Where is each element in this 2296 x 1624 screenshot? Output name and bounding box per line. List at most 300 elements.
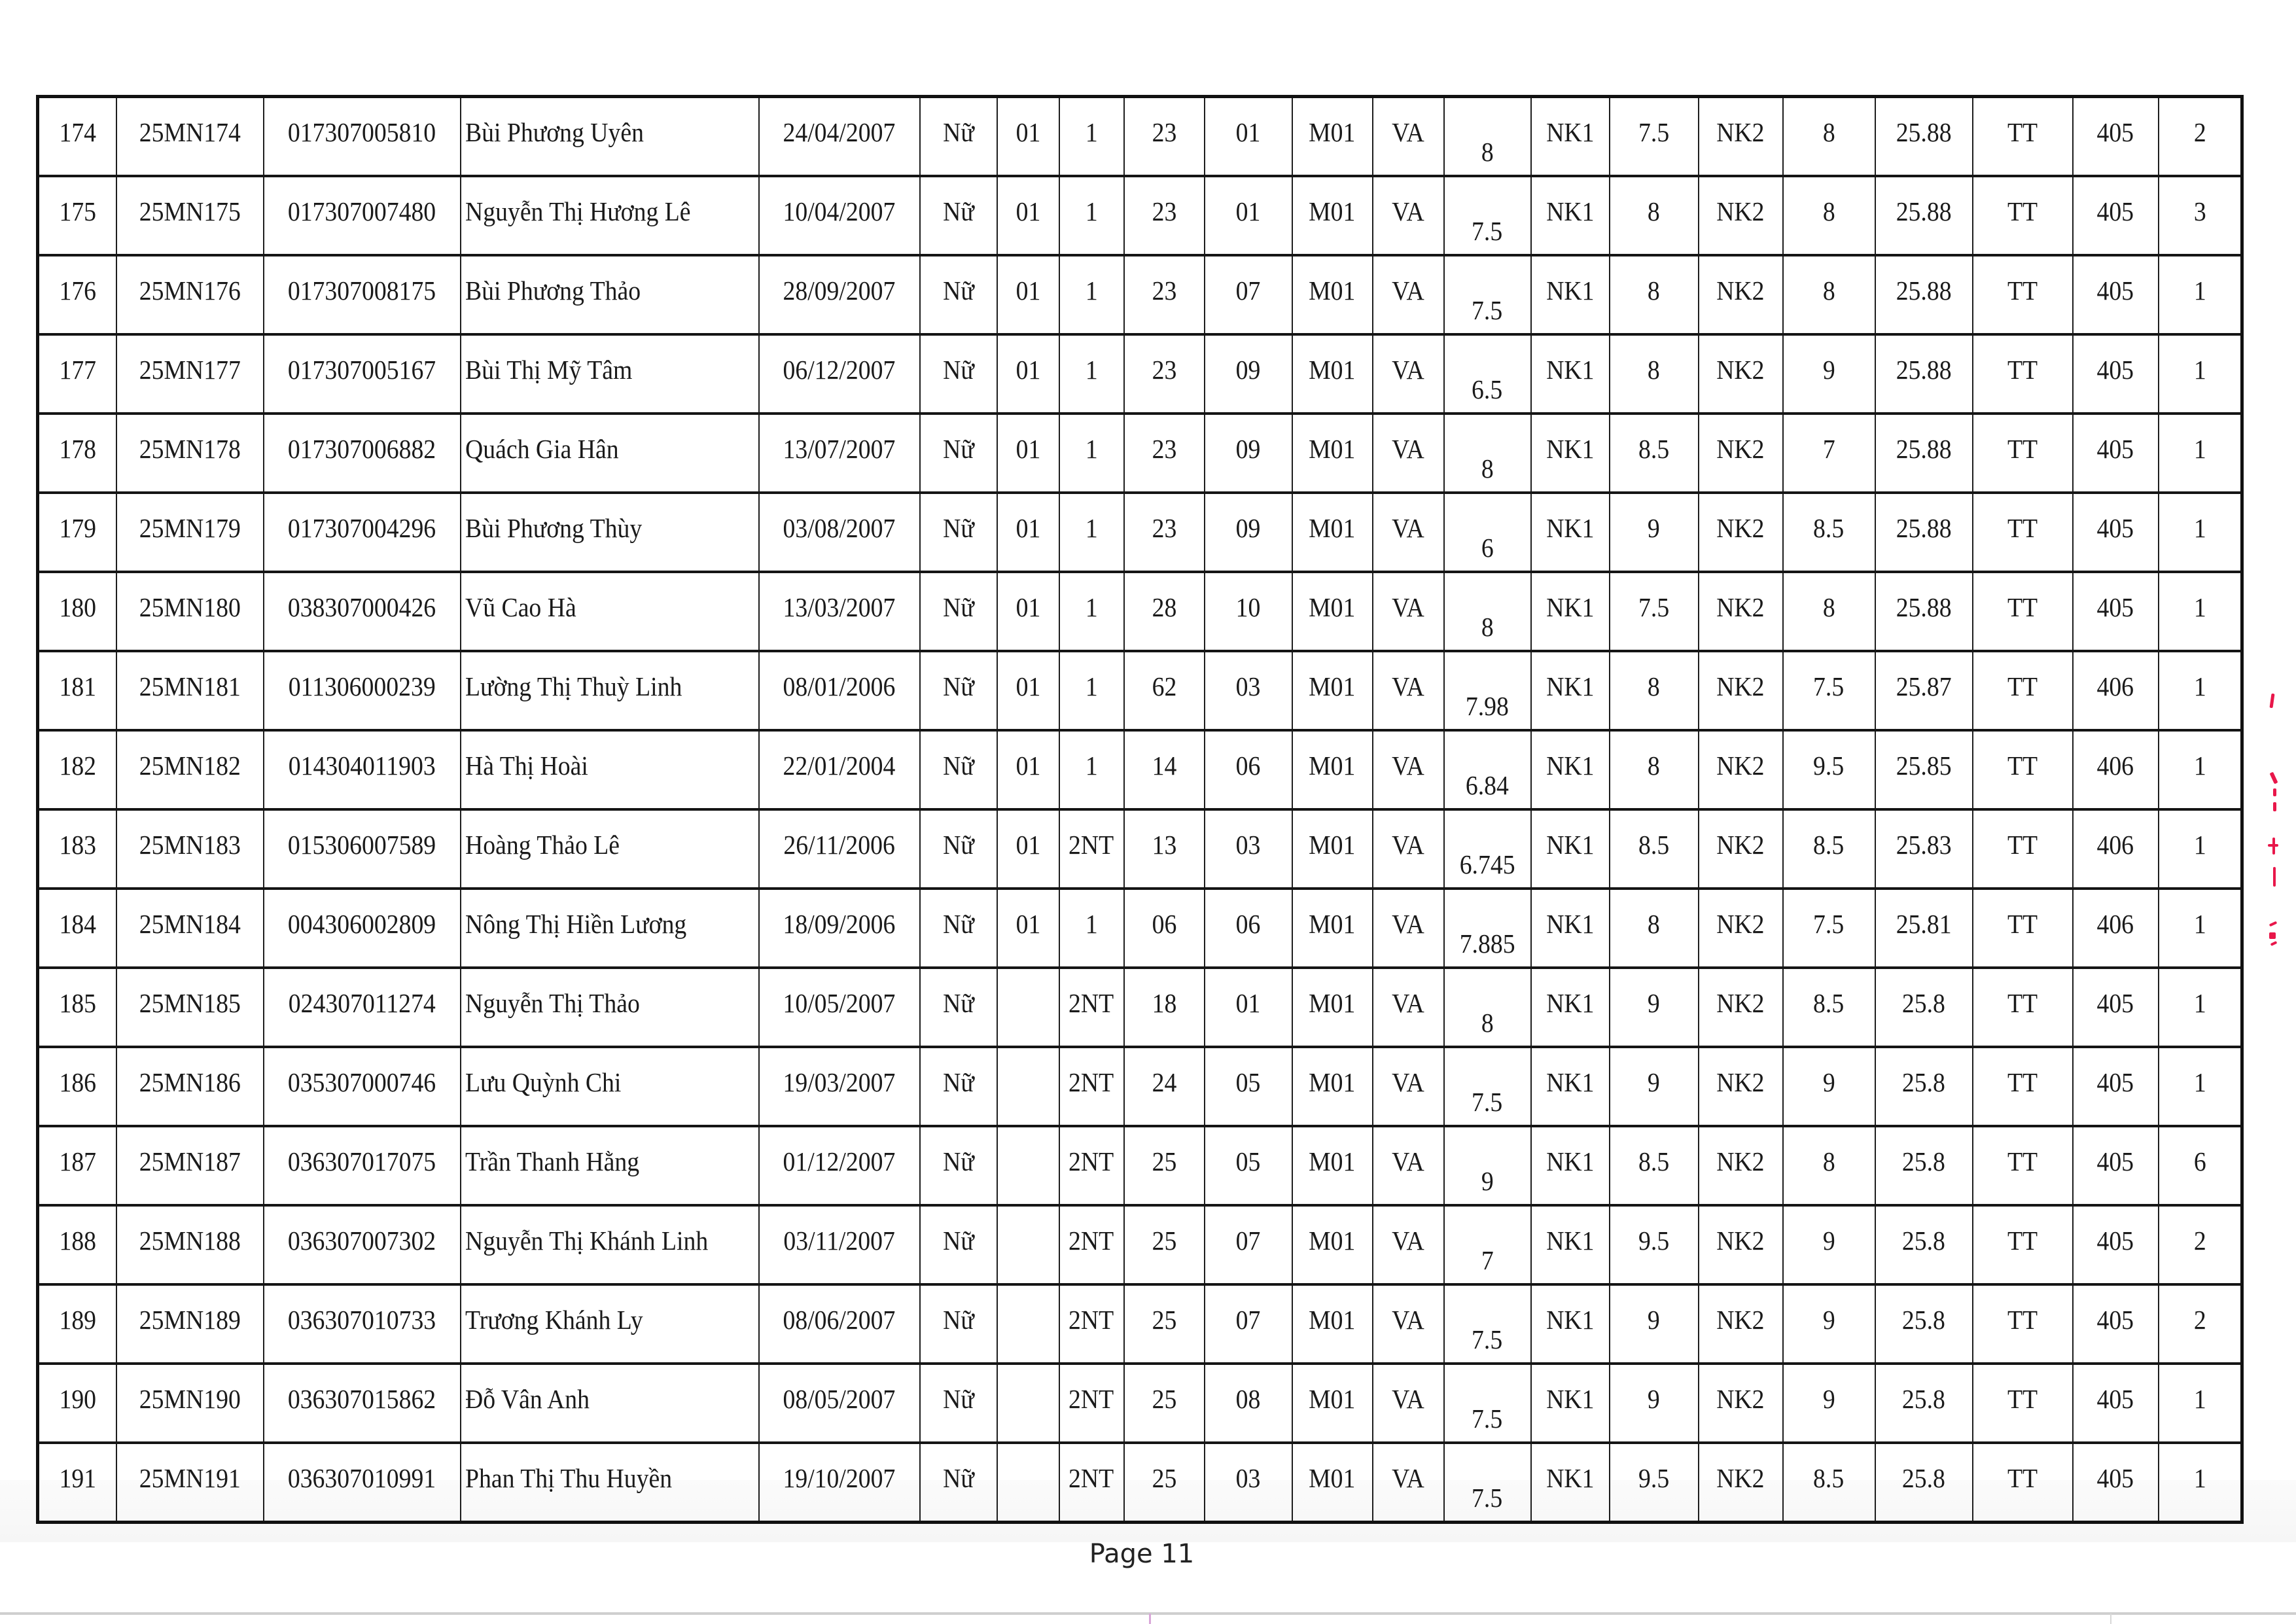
cell-value: M01 (1309, 513, 1356, 543)
cell-stt (38, 334, 116, 414)
cell-mon1 (1373, 493, 1444, 572)
table-row (38, 968, 2242, 1047)
cell-value: 7.5 (1472, 1087, 1503, 1117)
table-row (38, 572, 2242, 651)
cell-tinh (1124, 651, 1205, 730)
cell-value: M01 (1309, 1463, 1356, 1493)
cell-ngay-sinh (759, 1284, 920, 1364)
cell-value: 9.5 (1813, 750, 1845, 781)
cell-tong-diem (1875, 651, 1973, 730)
cell-value: 8.5 (1813, 1463, 1845, 1493)
cell-mon1 (1373, 1443, 1444, 1523)
cell-diem1 (1444, 1205, 1531, 1284)
table-row (38, 334, 2242, 414)
cell-value: NK1 (1545, 592, 1595, 622)
cell-value: VA (1392, 671, 1424, 701)
cell-value: Nữ (942, 513, 974, 543)
cell-value: 7.5 (1472, 295, 1503, 325)
cell-value: VA (1392, 117, 1424, 147)
cell-stt (38, 1047, 116, 1126)
cell-value: 3 (2193, 196, 2206, 226)
cell-value: Hoàng Thảo Lê (465, 830, 620, 860)
cell-value: 62 (1152, 671, 1176, 701)
cell-value: Bùi Phương Thảo (465, 275, 641, 306)
cell-value: NK2 (1716, 196, 1765, 226)
cell-doi-tuong (997, 1364, 1059, 1443)
cell-value: 1 (1085, 117, 1098, 147)
cell-value: 180 (58, 592, 96, 622)
cell-stt (38, 572, 116, 651)
cell-stt (38, 1205, 116, 1284)
cell-value: Nữ (942, 592, 974, 622)
cell-value: 9.5 (1638, 1226, 1670, 1256)
cell-value: 25MN187 (139, 1146, 241, 1176)
cell-value: 185 (58, 988, 96, 1018)
cell-value: 09 (1235, 434, 1261, 464)
cell-mon3 (1699, 1047, 1783, 1126)
table-row (38, 651, 2242, 730)
cell-value: 1 (2193, 671, 2206, 701)
cell-value: NK2 (1716, 513, 1765, 543)
cell-value: Nữ (942, 1463, 974, 1493)
cell-value: 8 (1648, 671, 1660, 701)
cell-diem2 (1610, 572, 1699, 651)
cell-value: 176 (58, 275, 96, 306)
cell-value: 8 (1648, 275, 1660, 306)
cell-mon3 (1699, 1443, 1783, 1523)
cell-cccd (264, 176, 461, 255)
cell-value: 01 (1016, 671, 1040, 701)
cell-ma-nganh (2073, 1205, 2159, 1284)
cell-value: 01 (1016, 513, 1040, 543)
cell-value: 405 (2096, 1226, 2134, 1256)
cell-value: 182 (58, 750, 96, 781)
cell-khu-vuc (1059, 1205, 1124, 1284)
cell-trang-thai (1973, 889, 2073, 968)
cell-nguyen-vong (2159, 493, 2242, 572)
cell-ngay-sinh (759, 1205, 920, 1284)
cell-value: 8 (1481, 137, 1494, 167)
table-row (38, 809, 2242, 889)
cell-truong (1205, 968, 1292, 1047)
cell-value: 406 (2096, 671, 2134, 701)
cell-doi-tuong (997, 651, 1059, 730)
cell-ma-ho-so (116, 176, 264, 255)
cell-value: 179 (58, 513, 96, 543)
cell-value: M01 (1309, 909, 1356, 939)
cell-value: 25.88 (1896, 117, 1952, 147)
cell-value: 9 (1648, 1384, 1660, 1414)
cell-mon1 (1373, 572, 1444, 651)
cell-mon2 (1531, 1126, 1610, 1205)
cell-value: 1 (1085, 513, 1098, 543)
cell-ho-ten (461, 1205, 759, 1284)
cell-diem3 (1783, 730, 1875, 809)
cell-diem1 (1444, 334, 1531, 414)
cell-value: VA (1392, 1463, 1424, 1493)
cell-stt (38, 651, 116, 730)
cell-mon2 (1531, 493, 1610, 572)
cell-value: 405 (2096, 1384, 2134, 1414)
cell-cccd (264, 1443, 461, 1523)
cell-tinh (1124, 493, 1205, 572)
cell-value: 8 (1822, 1146, 1835, 1176)
cell-mon1 (1373, 255, 1444, 334)
cell-value: 405 (2096, 988, 2134, 1018)
cell-value: 186 (58, 1067, 96, 1097)
table-row (38, 889, 2242, 968)
cell-tinh (1124, 414, 1205, 493)
cell-value: 189 (58, 1305, 96, 1335)
cell-diem3 (1783, 1443, 1875, 1523)
cell-value: 014304011903 (288, 750, 436, 781)
cell-value: Lưu Quỳnh Chi (465, 1067, 621, 1097)
cell-tong-diem (1875, 1047, 1973, 1126)
cell-truong (1205, 889, 1292, 968)
cell-value: 10/05/2007 (783, 988, 896, 1018)
cell-stt (38, 1126, 116, 1205)
cell-value: 405 (2096, 1305, 2134, 1335)
cell-value: NK2 (1716, 909, 1765, 939)
cell-value: 23 (1152, 275, 1176, 306)
cell-truong (1205, 97, 1292, 177)
cell-nguyen-vong (2159, 572, 2242, 651)
cell-value: NK2 (1716, 275, 1765, 306)
cell-mon3 (1699, 255, 1783, 334)
cell-gioi-tinh (920, 1205, 997, 1284)
cell-value: Nữ (942, 434, 974, 464)
cell-mon1 (1373, 889, 1444, 968)
cell-trang-thai (1973, 1126, 2073, 1205)
cell-to-hop (1292, 1047, 1373, 1126)
cell-cccd (264, 809, 461, 889)
table-row (38, 730, 2242, 809)
cell-value: 09 (1235, 513, 1261, 543)
cell-gioi-tinh (920, 651, 997, 730)
cell-value: 23 (1152, 355, 1176, 385)
cell-value: 8 (1648, 909, 1660, 939)
cell-tinh (1124, 809, 1205, 889)
cell-khu-vuc (1059, 334, 1124, 414)
cell-gioi-tinh (920, 809, 997, 889)
cell-value: Nữ (942, 275, 974, 306)
cell-diem3 (1783, 414, 1875, 493)
cell-value: 1 (2193, 750, 2206, 781)
cell-value: VA (1392, 513, 1424, 543)
cell-ma-ho-so (116, 1364, 264, 1443)
cell-doi-tuong (997, 97, 1059, 177)
cell-ma-nganh (2073, 1364, 2159, 1443)
cell-value: TT (2007, 1384, 2038, 1414)
cell-trang-thai (1973, 1284, 2073, 1364)
cell-value: 8 (1648, 750, 1660, 781)
cell-gioi-tinh (920, 968, 997, 1047)
cell-mon1 (1373, 651, 1444, 730)
cell-value: 405 (2096, 434, 2134, 464)
cell-value: 8 (1481, 1008, 1494, 1038)
cell-mon3 (1699, 176, 1783, 255)
cell-value: 405 (2096, 1067, 2134, 1097)
cell-stt (38, 730, 116, 809)
cell-value: NK1 (1545, 117, 1595, 147)
cell-value: 25MN178 (139, 434, 241, 464)
cell-ma-nganh (2073, 334, 2159, 414)
cell-cccd (264, 730, 461, 809)
cell-value: M01 (1309, 117, 1356, 147)
cell-value: 25MN184 (139, 909, 241, 939)
cell-ma-ho-so (116, 334, 264, 414)
cell-value: Nữ (942, 988, 974, 1018)
cell-doi-tuong (997, 1126, 1059, 1205)
cell-tinh (1124, 1047, 1205, 1126)
cell-value: VA (1392, 1226, 1424, 1256)
cell-mon3 (1699, 334, 1783, 414)
cell-diem1 (1444, 651, 1531, 730)
cell-gioi-tinh (920, 414, 997, 493)
cell-value: 01 (1235, 988, 1261, 1018)
cell-tinh (1124, 889, 1205, 968)
cell-to-hop (1292, 889, 1373, 968)
cell-mon3 (1699, 572, 1783, 651)
cell-khu-vuc (1059, 176, 1124, 255)
cell-khu-vuc (1059, 572, 1124, 651)
cell-value: VA (1392, 909, 1424, 939)
cell-tong-diem (1875, 176, 1973, 255)
cell-diem1 (1444, 1284, 1531, 1364)
cell-value: 1 (2193, 434, 2206, 464)
cell-value: Nữ (942, 355, 974, 385)
cell-value: 017307005167 (287, 355, 436, 385)
results-table (36, 95, 2244, 1524)
cell-diem2 (1610, 97, 1699, 177)
cell-ngay-sinh (759, 572, 920, 651)
cell-value: 035307000746 (287, 1067, 436, 1097)
cell-value: Nữ (942, 1305, 974, 1335)
table-row (38, 1443, 2242, 1523)
cell-value: 183 (58, 830, 96, 860)
cell-value: 177 (58, 355, 96, 385)
cell-value: 25.8 (1901, 1067, 1946, 1097)
cell-value: VA (1392, 1384, 1424, 1414)
cell-value: 1 (2193, 275, 2206, 306)
cell-value: NK2 (1716, 1146, 1765, 1176)
cell-value: NK1 (1545, 1146, 1595, 1176)
cell-value: 25.88 (1896, 355, 1952, 385)
cell-diem2 (1610, 255, 1699, 334)
cell-value: 1 (1085, 196, 1098, 226)
cell-value: 25MN186 (139, 1067, 241, 1097)
cell-value: 8 (1648, 355, 1660, 385)
cell-ma-ho-so (116, 1284, 264, 1364)
cell-value: 25.81 (1896, 909, 1952, 939)
cell-value: 8 (1648, 196, 1660, 226)
table-body (38, 97, 2242, 1523)
cell-khu-vuc (1059, 1047, 1124, 1126)
cell-doi-tuong (997, 968, 1059, 1047)
cell-value: 7 (1481, 1245, 1494, 1275)
cell-mon3 (1699, 97, 1783, 177)
cell-value: 004306002809 (287, 909, 436, 939)
cell-value: 23 (1152, 513, 1176, 543)
cell-mon3 (1699, 1205, 1783, 1284)
footer-rule (0, 1612, 2296, 1615)
cell-value: 2 (2193, 1226, 2206, 1256)
cell-value: 8 (1822, 592, 1835, 622)
cell-mon3 (1699, 414, 1783, 493)
cell-value: Bùi Phương Thùy (465, 513, 642, 543)
cell-truong (1205, 493, 1292, 572)
cell-mon2 (1531, 730, 1610, 809)
cell-value: Bùi Thị Mỹ Tâm (465, 355, 632, 385)
cell-tong-diem (1875, 1205, 1973, 1284)
cell-ngay-sinh (759, 334, 920, 414)
cell-value: VA (1392, 275, 1424, 306)
cell-mon3 (1699, 968, 1783, 1047)
cell-value: 07 (1235, 1305, 1261, 1335)
cell-truong (1205, 1364, 1292, 1443)
cell-cccd (264, 1047, 461, 1126)
cell-value: VA (1392, 1067, 1424, 1097)
cell-value: NK1 (1545, 196, 1595, 226)
cell-value: 01 (1235, 117, 1261, 147)
cell-diem3 (1783, 1126, 1875, 1205)
cell-value: 8.5 (1638, 1146, 1670, 1176)
cell-value: 1 (2193, 355, 2206, 385)
cell-value: 1 (1085, 355, 1098, 385)
cell-value: NK1 (1545, 355, 1595, 385)
cell-ho-ten (461, 414, 759, 493)
cell-doi-tuong (997, 414, 1059, 493)
cell-truong (1205, 1047, 1292, 1126)
cell-value: 9 (1648, 1067, 1660, 1097)
cell-value: 25MN191 (139, 1463, 241, 1493)
cell-diem2 (1610, 1284, 1699, 1364)
cell-ma-nganh (2073, 1284, 2159, 1364)
cell-mon2 (1531, 334, 1610, 414)
cell-value: 25.8 (1901, 1463, 1946, 1493)
cell-value: 1 (1085, 750, 1098, 781)
cell-value: Quách Gia Hân (465, 434, 619, 464)
cell-ma-ho-so (116, 968, 264, 1047)
cell-cccd (264, 968, 461, 1047)
cell-ho-ten (461, 176, 759, 255)
cell-trang-thai (1973, 572, 2073, 651)
cell-truong (1205, 809, 1292, 889)
cell-value: 01/12/2007 (783, 1146, 896, 1176)
cell-diem2 (1610, 1364, 1699, 1443)
cell-value: Hà Thị Hoài (465, 750, 588, 781)
cell-value: M01 (1309, 196, 1356, 226)
cell-gioi-tinh (920, 889, 997, 968)
cell-value: 024307011274 (288, 988, 436, 1018)
cell-cccd (264, 414, 461, 493)
cell-mon1 (1373, 968, 1444, 1047)
cell-khu-vuc (1059, 889, 1124, 968)
cell-value: 1 (2193, 909, 2206, 939)
cell-value: 25.8 (1901, 1305, 1946, 1335)
cell-mon1 (1373, 414, 1444, 493)
cell-value: VA (1392, 1305, 1424, 1335)
cell-khu-vuc (1059, 1284, 1124, 1364)
cell-ma-nganh (2073, 572, 2159, 651)
cell-nguyen-vong (2159, 1047, 2242, 1126)
cell-value: 9 (1481, 1166, 1494, 1196)
cell-value: 08 (1235, 1384, 1261, 1414)
cell-ma-ho-so (116, 572, 264, 651)
cell-value: 405 (2096, 1146, 2134, 1176)
cell-mon2 (1531, 1364, 1610, 1443)
cell-value: 017307004296 (287, 513, 436, 543)
cell-trang-thai (1973, 651, 2073, 730)
cell-mon2 (1531, 255, 1610, 334)
cell-mon2 (1531, 1284, 1610, 1364)
cell-value: Nữ (942, 909, 974, 939)
cell-value: VA (1392, 830, 1424, 860)
cell-diem1 (1444, 1126, 1531, 1205)
cell-cccd (264, 889, 461, 968)
cell-trang-thai (1973, 176, 2073, 255)
cell-value: 23 (1152, 434, 1176, 464)
cell-ngay-sinh (759, 809, 920, 889)
cell-diem2 (1610, 334, 1699, 414)
cell-value: Nguyễn Thị Khánh Linh (465, 1226, 708, 1256)
cell-value: 06 (1235, 750, 1261, 781)
cell-value: NK2 (1716, 750, 1765, 781)
cell-value: 184 (58, 909, 96, 939)
cell-value: 25MN175 (139, 196, 241, 226)
cell-value: VA (1392, 434, 1424, 464)
cell-value: VA (1392, 750, 1424, 781)
cell-value: NK2 (1716, 355, 1765, 385)
cell-mon1 (1373, 97, 1444, 177)
table-row (38, 1364, 2242, 1443)
cell-value: 406 (2096, 909, 2134, 939)
cell-value: 181 (58, 671, 96, 701)
cell-nguyen-vong (2159, 1284, 2242, 1364)
cell-value: 038307000426 (287, 592, 436, 622)
cell-diem1 (1444, 889, 1531, 968)
cell-nguyen-vong (2159, 1205, 2242, 1284)
cell-value: 06/12/2007 (783, 355, 896, 385)
cell-doi-tuong (997, 809, 1059, 889)
cell-ngay-sinh (759, 968, 920, 1047)
cell-to-hop (1292, 176, 1373, 255)
cell-mon1 (1373, 176, 1444, 255)
cell-to-hop (1292, 493, 1373, 572)
cell-khu-vuc (1059, 1126, 1124, 1205)
cell-doi-tuong (997, 730, 1059, 809)
cell-value: 9 (1822, 1226, 1835, 1256)
cell-value: 9 (1648, 513, 1660, 543)
cell-value: 10/04/2007 (783, 196, 896, 226)
cell-trang-thai (1973, 414, 2073, 493)
cell-diem3 (1783, 176, 1875, 255)
cell-trang-thai (1973, 1364, 2073, 1443)
cell-value: NK2 (1716, 1384, 1765, 1414)
cell-value: 01 (1016, 434, 1040, 464)
cell-diem1 (1444, 730, 1531, 809)
cell-value: 23 (1152, 196, 1176, 226)
cell-mon2 (1531, 97, 1610, 177)
cell-to-hop (1292, 414, 1373, 493)
cell-ho-ten (461, 651, 759, 730)
cell-value: 25.88 (1896, 275, 1952, 306)
cell-value: TT (2007, 117, 2038, 147)
cell-mon1 (1373, 1284, 1444, 1364)
cell-value: 174 (58, 117, 96, 147)
cell-diem2 (1610, 889, 1699, 968)
cell-ma-nganh (2073, 809, 2159, 889)
